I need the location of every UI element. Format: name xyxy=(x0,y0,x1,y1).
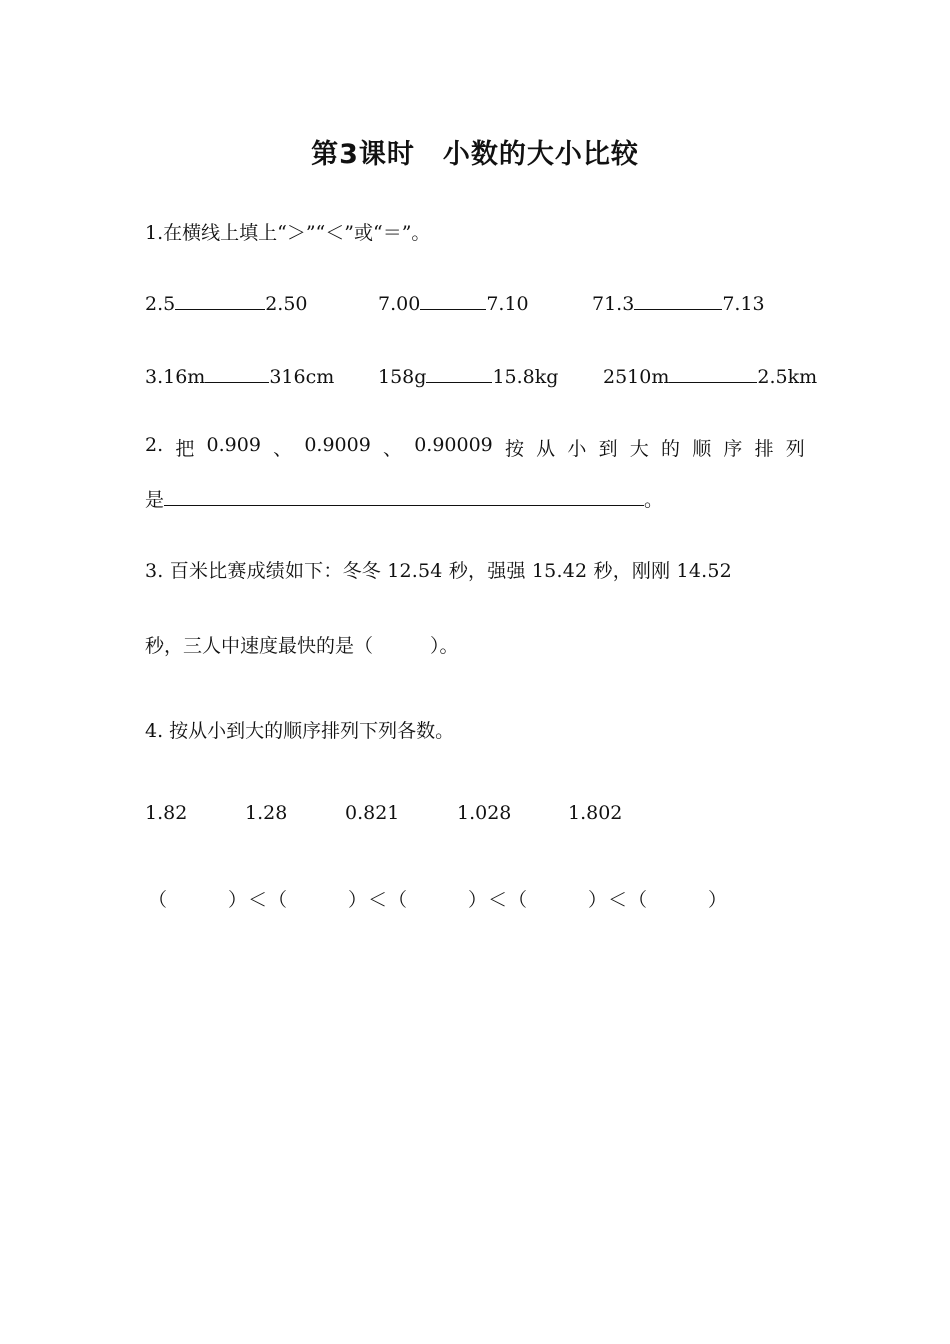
q4-prompt: 4. 按从小到大的顺序排列下列各数。 xyxy=(145,720,455,742)
q2-token: 大 xyxy=(629,438,649,460)
q1-r2-left: 3.16m xyxy=(145,366,206,388)
q2-token: 、 xyxy=(383,438,403,460)
q3-line2: 秒，三人中速度最快的是（ ）。 xyxy=(145,635,459,657)
q2-token: 把 xyxy=(175,438,195,460)
q2-token: 0.9009 xyxy=(304,434,371,456)
q3-line1: 3. 百米比赛成绩如下：冬冬 12.54 秒，强强 15.42 秒，刚刚 14.52 xyxy=(145,560,732,582)
q2-line2 xyxy=(145,485,663,512)
q1-prompt: 1.在横线上填上“＞”“＜”或“＝”。 xyxy=(145,222,431,244)
q2-token: 从 xyxy=(536,438,556,460)
q2-token: 顺 xyxy=(692,438,712,460)
q1-r1-item xyxy=(592,290,765,315)
q2-token: 序 xyxy=(723,438,743,460)
answer-blank[interactable] xyxy=(175,290,265,310)
answer-blank[interactable] xyxy=(205,363,269,383)
q1-r2-left: 2510m xyxy=(603,366,670,388)
q1-r2-right: 2.5km xyxy=(757,366,818,388)
q2-token: 、 xyxy=(273,438,293,460)
page-title: 第3课时 小数的大小比较 xyxy=(311,139,639,170)
answer-blank[interactable] xyxy=(164,486,644,506)
q1-r2-item xyxy=(378,363,558,388)
q2-token: 0.909 xyxy=(206,434,261,456)
answer-blank[interactable] xyxy=(634,290,722,310)
q2-token: 到 xyxy=(598,438,618,460)
q2-token: 0.90009 xyxy=(414,434,493,456)
q1-r2-right: 316cm xyxy=(269,366,335,388)
q4-number: 1.802 xyxy=(568,802,623,824)
answer-blank[interactable] xyxy=(420,290,486,310)
q2-token: 的 xyxy=(660,438,680,460)
q4-order-line: （ ）＜（ ）＜（ ）＜（ ）＜（ ） xyxy=(148,889,729,911)
q2-token: 小 xyxy=(567,438,587,460)
q1-r2-left: 158g xyxy=(378,366,427,388)
q2-token: 排 xyxy=(754,438,774,460)
q4-number: 1.82 xyxy=(145,802,188,824)
q1-r2-item xyxy=(603,363,817,388)
q2-line2-start: 是 xyxy=(145,489,165,511)
q1-r1-right: 7.10 xyxy=(486,293,529,315)
q1-r1-item xyxy=(145,290,308,315)
q1-r1-right: 7.13 xyxy=(722,293,765,315)
q2-token: 按 xyxy=(504,438,524,460)
q1-r1-left: 7.00 xyxy=(378,293,421,315)
q2-line2-end: 。 xyxy=(644,489,664,511)
answer-blank[interactable] xyxy=(669,363,757,383)
q1-r1-left: 2.5 xyxy=(145,293,176,315)
q2-token: 2. xyxy=(145,434,164,456)
q2-line1 xyxy=(145,434,805,461)
q1-r1-left: 71.3 xyxy=(592,293,635,315)
q4-number: 0.821 xyxy=(345,802,400,824)
q4-number: 1.028 xyxy=(457,802,512,824)
q4-number: 1.28 xyxy=(245,802,288,824)
q1-r2-right: 15.8kg xyxy=(492,366,559,388)
q1-r1-right: 2.50 xyxy=(265,293,308,315)
q1-r2-item xyxy=(145,363,334,388)
q2-token: 列 xyxy=(785,438,805,460)
q1-r1-item xyxy=(378,290,529,315)
answer-blank[interactable] xyxy=(426,363,492,383)
